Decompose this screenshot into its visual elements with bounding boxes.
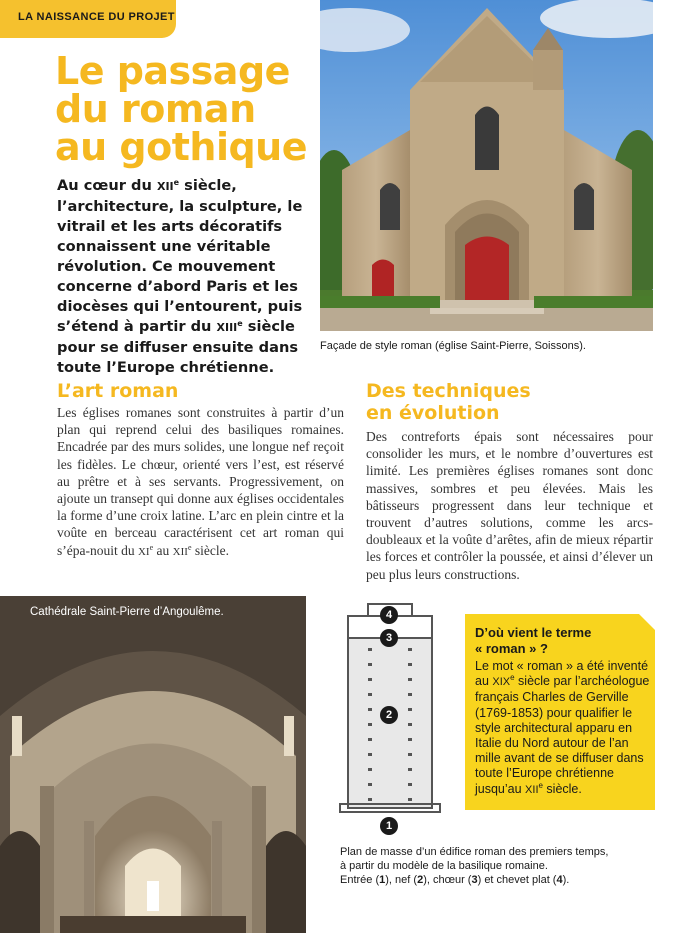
plan-caption-entree: Entrée ( — [340, 874, 380, 886]
section-tab — [0, 0, 176, 38]
note-title-line-2: « roman » ? — [475, 641, 548, 656]
title-line-1: Le passage — [55, 49, 290, 93]
art-roman-century-b-sup: e — [187, 542, 192, 552]
art-roman-heading-text: L’art roman — [57, 380, 179, 402]
lead-text-1: Au cœur du — [57, 177, 157, 194]
note-title-line-1: D’où vient le terme — [475, 625, 592, 640]
section-tab-label: LA NAISSANCE DU PROJET — [18, 11, 175, 23]
plan-caption-line-2: à partir du modèle de la basilique romaine. — [340, 860, 548, 872]
note-box — [465, 614, 655, 810]
plan-marker-3-label: 3 — [385, 632, 393, 644]
techniques-heading-line-2: en évolution — [366, 402, 500, 424]
plan-caption-choeur: ), chœur ( — [423, 874, 472, 886]
art-roman-heading — [57, 380, 317, 402]
art-roman-century-a: XI — [137, 545, 150, 558]
techniques-heading — [366, 380, 656, 424]
plan-marker-1 — [380, 817, 398, 835]
note-body — [475, 659, 650, 798]
techniques-body: Des contreforts épais sont nécessaires pour consolider les murs, et le nombre d’ouvertures est limité. Les premières églises romanes sont donc massives, sombres et peu élevées. Mais les bâtisseurs progressent dans leur technique et trouvent d’autres solutions, comme les arcs-doubleaux et la voûte d’arêtes, afin de mieux répartir les forces et contrôler la poussée, et ainsi d’élever un peu plus leurs constructions. — [366, 429, 653, 582]
lead-paragraph — [57, 176, 309, 378]
techniques-heading-line-1: Des techniques — [366, 380, 531, 402]
floor-plan — [330, 598, 450, 838]
note-century-sup: e — [510, 673, 515, 683]
lead-century-1-sup: e — [173, 178, 180, 187]
art-roman-end: siècle. — [191, 542, 229, 558]
note-text-3: siècle. — [542, 781, 582, 796]
techniques-text — [366, 428, 653, 583]
plan-caption-num-4: 4 — [556, 874, 563, 886]
cathedral-caption-text: Cathédrale Saint-Pierre d’Angoulême. — [30, 606, 224, 618]
plan-marker-4 — [380, 606, 398, 624]
note-century: XIX — [492, 676, 511, 689]
plan-caption-chevet: ) et chevet plat ( — [477, 874, 557, 886]
plan-marker-4-label: 4 — [385, 609, 393, 621]
art-roman-mid: au — [153, 542, 173, 558]
cathedral-caption — [30, 606, 290, 618]
page-title — [55, 49, 315, 169]
art-roman-text — [57, 404, 344, 561]
art-roman-century-b: XII — [172, 545, 188, 558]
note-text-2: siècle par l’archéologue français Charles de Gerville (1769-1853) pour qualifier le style architectural apparu en Italie du Nord autour de l’an mille avant de se diffuser dans toute l’Europe chrétienne jusqu’au — [475, 674, 650, 796]
art-roman-body: Les églises romanes sont construites à partir d’un plan qui reprend celui des basiliques romaines. Encadrée par des murs solides, une longue nef reçoit les fidèles. Le chœur, orienté vers l’est, est réservé au prêtre et à ses servants. Progressivement, on ajoute un transept qui donne aux églises occidentales la forme d’une croix latine. L’arc en plein cintre et la voûte en berceau caractérisent cet art roman qui s’épa-nouit du — [57, 405, 344, 558]
art-roman-century-a-sup: e — [149, 542, 154, 552]
lead-century-2: XIII — [216, 321, 238, 334]
plan-caption-line-1: Plan de masse d’un édifice roman des premiers temps, — [340, 846, 609, 858]
lead-text-3: siècle pour se diffuser ensuite dans toute l’Europe chrétienne. — [57, 318, 299, 376]
note-title — [475, 625, 645, 657]
facade-caption — [320, 340, 653, 352]
plan-caption — [340, 845, 660, 887]
lead-text-2: siècle, l’architecture, la sculpture, le vitrail et les arts décoratifs connaissent une véritable révolution. Ce mouvement concerne d’abord Paris et les diocèses qui l’entourent, puis s’étend à partir du — [57, 177, 303, 335]
note-century-2-sup: e — [538, 780, 543, 790]
facade-photo — [320, 0, 653, 331]
plan-caption-end: ). — [562, 874, 570, 886]
plan-marker-2 — [380, 706, 398, 724]
plan-caption-num-1: 1 — [379, 874, 386, 886]
plan-caption-num-2: 2 — [417, 874, 424, 886]
facade-caption-text: Façade de style roman (église Saint-Pierre, Soissons). — [320, 340, 586, 352]
plan-caption-num-3: 3 — [471, 874, 478, 886]
plan-marker-3 — [380, 629, 398, 647]
note-century-2: XII — [525, 783, 539, 796]
lead-century-2-sup: e — [237, 319, 243, 328]
cathedral-photo — [0, 596, 306, 933]
plan-caption-nef: ), nef ( — [385, 874, 418, 886]
title-line-2: du roman — [55, 87, 256, 131]
title-line-3: au gothique — [55, 125, 308, 169]
plan-marker-2-label: 2 — [385, 709, 393, 721]
lead-century-1: XII — [156, 180, 174, 193]
note-text-1: Le mot « roman » a été inventé au — [475, 659, 649, 689]
plan-marker-1-label: 1 — [385, 820, 393, 832]
